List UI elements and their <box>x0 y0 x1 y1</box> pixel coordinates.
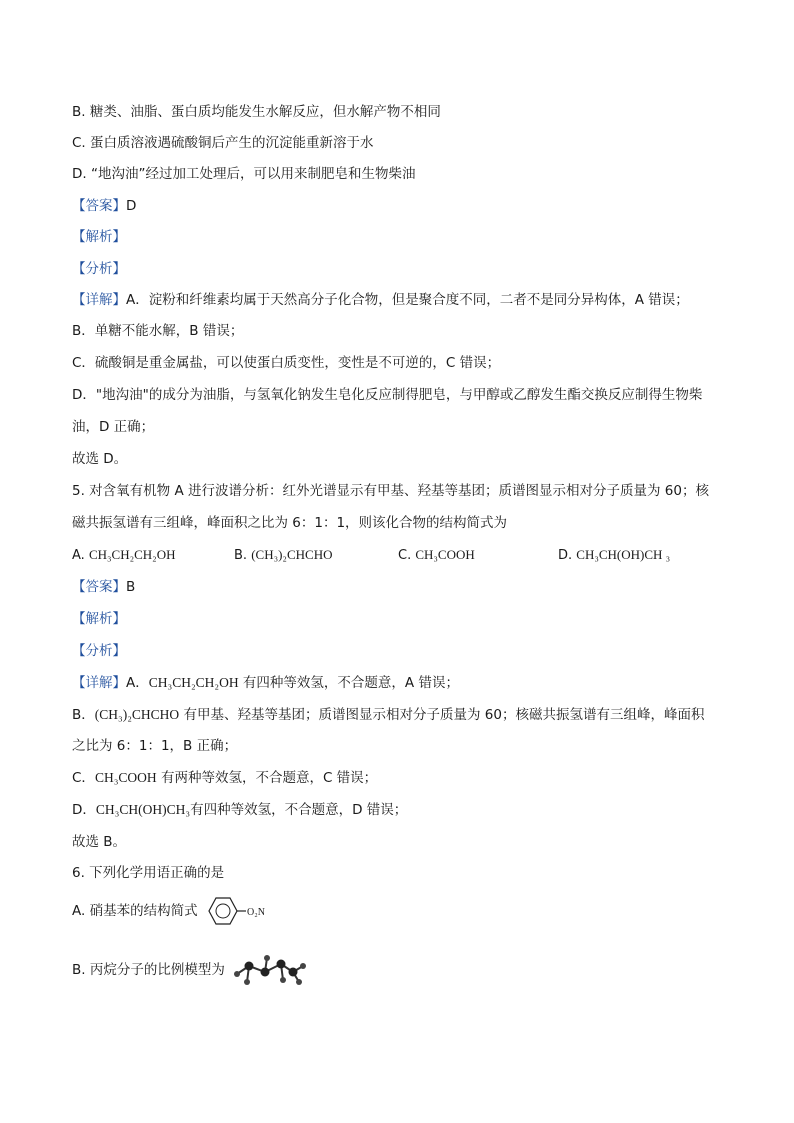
option-b-text: B. 糖类、油脂、蛋白质均能发生水解反应，但水解产物不相同 <box>72 104 441 120</box>
nitrobenzene-structure-icon <box>202 896 278 926</box>
question-5-line-a: 5. 对含氧有机物 A 进行波谱分析：红外光谱显示有甲基、羟基等基团；质谱图显示相对分子质量为 60；核 <box>72 483 709 499</box>
detail-c-1: C．硫酸铜是重金属盐，可以使蛋白质变性，变性是不可逆的，C 错误； <box>72 355 501 371</box>
q5-option-c-key: C. <box>398 548 416 563</box>
q6-option-a-text: A. 硝基苯的结构简式 <box>72 903 198 919</box>
q5-option-c <box>398 546 475 565</box>
conclusion-2: 故选 B。 <box>72 834 127 850</box>
q6-option-a <box>72 896 278 926</box>
answer-value: D <box>126 198 137 214</box>
detail-d-1a: D．"地沟油"的成分为油脂，与氢氧化钠发生皂化反应制得肥皂，与甲醇或乙醇发生酯交换反应制得生物柴 <box>72 387 703 403</box>
fenxi-tag-2: 【分析】 <box>72 643 126 659</box>
q5-option-b <box>234 546 332 565</box>
detail-b-2b: 之比为 6：1：1，B 正确； <box>72 738 238 754</box>
detail-b-1: B．单糖不能水解，B 错误； <box>72 323 244 339</box>
q5-option-d-value: CH₃CH(OH)CH ₃ <box>576 547 671 562</box>
formula-a: CH₃CH₂CH₂OH <box>148 675 239 690</box>
detail-c-suffix: 有两种等效氢，不合题意，C 错误； <box>156 770 378 786</box>
detail-tag: 【详解】 <box>72 675 126 691</box>
detail-d-1b: 油，D 正确； <box>72 419 155 435</box>
answer-tag: 【答案】 <box>72 579 126 595</box>
q6-option-b-text: B. 丙烷分子的比例模型为 <box>72 962 225 978</box>
formula-d: CH₃CH(OH)CH₃ <box>95 802 191 817</box>
q5-option-b-value: (CH₃)₂CHCHO <box>251 547 333 562</box>
option-d-text: D. “地沟油”经过加工处理后，可以用来制肥皂和生物柴油 <box>72 166 416 182</box>
q5-option-d-key: D. <box>558 548 577 563</box>
formula-c: CH₃COOH <box>94 770 157 785</box>
detail-d-suffix: 有四种等效氢，不合题意，D 错误； <box>190 802 408 818</box>
detail-line-2 <box>72 674 459 692</box>
option-c-text: C. 蛋白质溶液遇硫酸铜后产生的沉淀能重新溶于水 <box>72 135 374 151</box>
q5-option-b-key: B. <box>234 548 252 563</box>
answer-tag: 【答案】 <box>72 198 126 214</box>
propane-ball-model-icon <box>229 952 309 988</box>
detail-line-1 <box>72 291 689 309</box>
nitro-group-label: O₂N <box>246 907 265 918</box>
detail-tag: 【详解】 <box>72 292 126 308</box>
question-6: 6. 下列化学用语正确的是 <box>72 865 225 881</box>
q6-option-b <box>72 950 309 990</box>
answer-line-2 <box>72 578 135 596</box>
detail-body: A．淀粉和纤维素均属于天然高分子化合物，但是聚合度不同，二者不是同分异构体，A 错误； <box>126 292 689 308</box>
q5-option-d <box>558 546 670 565</box>
detail-d-2 <box>72 801 407 819</box>
detail-b-suffix: 有甲基、羟基等基团；质谱图显示相对分子质量为 60；核磁共振氢谱有三组峰，峰面积 <box>179 707 705 723</box>
q5-option-a-value: CH₃CH₂CH₂OH <box>88 547 176 562</box>
detail-c-2 <box>72 769 377 787</box>
detail-c-prefix: C． <box>72 770 95 786</box>
q5-option-c-value: CH₃COOH <box>415 547 475 562</box>
detail-b-2a <box>72 706 704 724</box>
detail-b-prefix: B． <box>72 707 95 723</box>
analysis-tag-1: 【解析】 <box>72 229 126 245</box>
question-5-line-b: 磁共振氢谱有三组峰，峰面积之比为 6：1：1，则该化合物的结构简式为 <box>72 515 508 531</box>
fenxi-tag-1: 【分析】 <box>72 261 126 277</box>
q5-option-a-key: A. <box>72 548 89 563</box>
detail-a-prefix: A． <box>126 675 149 691</box>
detail-d-prefix: D． <box>72 802 96 818</box>
conclusion-1: 故选 D。 <box>72 451 128 467</box>
analysis-tag-2: 【解析】 <box>72 611 126 627</box>
answer-line-1 <box>72 197 136 215</box>
q5-option-a <box>72 546 176 565</box>
formula-b: (CH₃)₂CHCHO <box>94 707 180 722</box>
answer-value: B <box>126 579 136 595</box>
detail-a-suffix: 有四种等效氢，不合题意，A 错误； <box>238 675 459 691</box>
